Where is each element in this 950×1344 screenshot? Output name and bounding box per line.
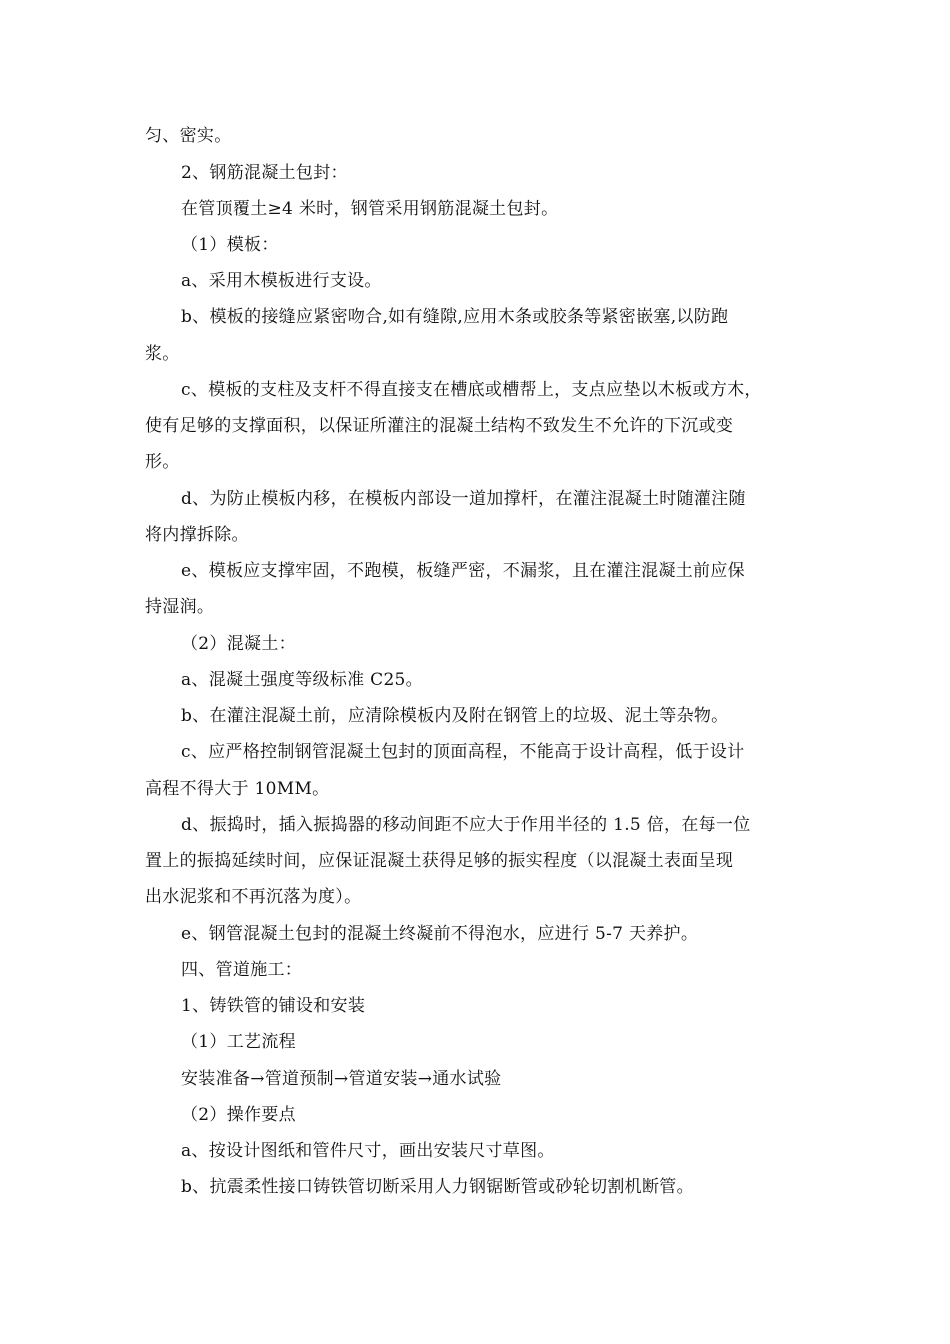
text-line: a、混凝土强度等级标准 C25。 xyxy=(181,670,423,690)
subsection-heading: （1）工艺流程 xyxy=(181,1032,296,1052)
text-line: 匀、密实。 xyxy=(145,126,232,146)
section-heading: 1、铸铁管的铺设和安装 xyxy=(181,996,366,1016)
text-line: e、钢管混凝土包封的混凝土终凝前不得泡水，应进行 5-7 天养护。 xyxy=(181,924,699,944)
text-line: 使有足够的支撑面积，以保证所灌注的混凝土结构不致发生不允许的下沉或变 xyxy=(145,416,734,436)
text-line: 将内撑拆除。 xyxy=(145,525,249,545)
text-line: d、振捣时，插入振捣器的移动间距不应大于作用半径的 1.5 倍，在每一位 xyxy=(181,815,751,835)
text-line: b、抗震柔性接口铸铁管切断采用人力钢锯断管或砂轮切割机断管。 xyxy=(181,1177,694,1197)
text-line: c、模板的支柱及支杆不得直接支在槽底或槽帮上，支点应垫以木板或方木， xyxy=(181,380,762,400)
text-line: 置上的振捣延续时间，应保证混凝土获得足够的振实程度（以混凝土表面呈现 xyxy=(145,851,734,871)
subsection-heading: （1）模板： xyxy=(181,235,279,255)
text-line: 出水泥浆和不再沉落为度）。 xyxy=(145,887,362,907)
text-line: a、采用木模板进行支设。 xyxy=(181,271,382,291)
text-line: a、按设计图纸和管件尺寸，画出安装尺寸草图。 xyxy=(181,1141,555,1161)
subsection-heading: （2）操作要点 xyxy=(181,1105,296,1125)
text-line: d、为防止模板内移，在模板内部设一道加撑杆，在灌注混凝土时随灌注随 xyxy=(181,489,746,509)
text-line: c、应严格控制钢管混凝土包封的顶面高程，不能高于设计高程，低于设计 xyxy=(181,742,745,762)
text-line: b、模板的接缝应紧密吻合,如有缝隙,应用木条或胶条等紧密嵌塞,以防跑 xyxy=(181,307,729,327)
text-line: 在管顶覆土≥4 米时，钢管采用钢筋混凝土包封。 xyxy=(181,199,559,219)
subsection-heading: （2）混凝土： xyxy=(181,634,296,654)
text-line: 形。 xyxy=(145,452,180,472)
section-heading: 四、管道施工： xyxy=(181,960,303,980)
text-line: e、模板应支撑牢固，不跑模，板缝严密，不漏浆，且在灌注混凝土前应保 xyxy=(181,561,745,581)
text-line: b、在灌注混凝土前，应清除模板内及附在钢管上的垃圾、泥土等杂物。 xyxy=(181,706,729,726)
text-line: 高程不得大于 10MM。 xyxy=(145,779,330,799)
text-line: 安装准备→管道预制→管道安装→通水试验 xyxy=(181,1069,502,1089)
section-heading: 2、钢筋混凝土包封： xyxy=(181,163,348,183)
text-line: 持湿润。 xyxy=(145,597,215,617)
text-line: 浆。 xyxy=(145,344,180,364)
